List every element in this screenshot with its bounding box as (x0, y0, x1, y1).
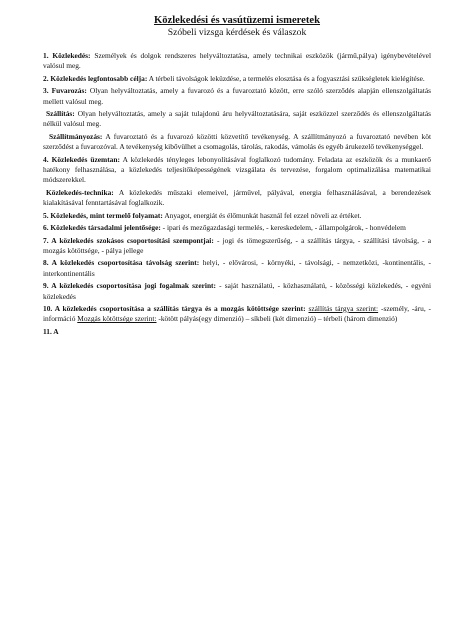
document-subtitle: Szóbeli vizsga kérdések és válaszok (167, 27, 307, 38)
qa-term: 5. Közlekedés, mint termelő folyamat: (43, 210, 163, 220)
qa-text: Olyan helyváltoztatás, amely a fuvarozó és a fuvaroztató között, erre szóló szerződés alapján ellenszolgáltatás mellett valósul meg. (43, 86, 432, 106)
qa-item (43, 211, 431, 221)
qa-item (43, 132, 431, 153)
qa-text: -kötött pályás(egy dimenzió) – síkbeli (két dimenzió) – térbeli (három dimenzió) (156, 314, 398, 324)
qa-underlined-text: Mozgás kötöttsége szerint: (77, 314, 157, 324)
qa-term: 8. A közlekedés csoportosítása távolság szerint: (43, 258, 200, 268)
qa-item (43, 327, 431, 337)
qa-item (43, 188, 431, 209)
qa-item (43, 281, 431, 302)
qa-term: Szállítmányozás: (49, 131, 103, 141)
qa-term: 6. Közlekedés társadalmi jelentősége: (43, 223, 161, 233)
qa-term: 11. A (43, 326, 59, 336)
qa-text: A térbeli távolságok leküzdése, a termelés elosztása és a fogyasztási szükségletek kielégítése. (147, 73, 425, 83)
qa-term: 9. A közlekedés csoportosítása jogi fogalmak szerint: (43, 281, 216, 291)
qa-text: A közlekedés műszaki elemeivel, járművel, pályával, energia felhasználásával, a berendezések kialakításával fenntartásával foglalkozik. (43, 187, 431, 208)
qa-term: Szállítás: (46, 109, 75, 119)
qa-item (43, 86, 431, 107)
qa-text: Anyagot, energiát és élőmunkát használ fel ezzel növeli az értéket. (162, 210, 362, 220)
qa-term: 3. Fuvarozás: (43, 86, 87, 96)
document-page (43, 14, 431, 339)
qa-text: A közlekedés tényleges lebonyolításával foglalkozó tudomány. Feladata az eszközök és a munkaerő hatékony felhasználása, a közlekedés teljesítőképességének vizsgálata és tervezése, forgalom optimalizálása matematikai módszerekkel. (43, 154, 432, 185)
qa-list (43, 51, 431, 337)
qa-text: Személyek és dolgok rendszeres helyváltoztatása, amely technikai eszközök (jármű,pálya) igénybevételével valósul meg. (43, 51, 431, 71)
qa-term: 4. Közlekedés üzemtan: (43, 154, 120, 164)
qa-term: 10. A közlekedés csoportosítása a szállítás tárgya és a mozgás kötöttsége szerint: (43, 303, 306, 313)
qa-term: Közlekedés-technika: (46, 187, 114, 197)
qa-underlined-text: szállítás tárgya szerint: (308, 303, 379, 313)
qa-term: 7. A közlekedés szokásos csoportosítási szempontjai: (43, 235, 214, 245)
qa-text: -személy, -áru, - információ (43, 303, 432, 324)
qa-item (43, 223, 431, 233)
document-title: Közlekedési és vasútüzemi ismeretek (153, 15, 321, 26)
qa-text: - jogi és tömegszerűség, - a szállítás tárgya, - szállítási távolság, - a mozgás kötöttsége, - pálya jellege (43, 235, 431, 255)
qa-text: Olyan helyváltoztatás, amely a saját tulajdonú áru helyváltoztatására, saját eszközzel szerződés és ellenszolgáltatás nélkül valósul meg. (43, 109, 431, 129)
qa-text: - ipari és mezőgazdasági termelés, - kereskedelem, - állampolgárok, - honvédelem (160, 223, 406, 233)
qa-item (43, 258, 431, 279)
qa-text: A fuvaroztató és a fuvarozó közötti közvetítő tevékenység. A szállítmányozó a fuvaroztató nevében köt szerződést a fuvarozóval. A tevékenység kibővülhet a csomagolás, tárolás, rakodás, vámolás és egyéb árukezelő tevékenységgel. (43, 131, 431, 152)
qa-item (43, 109, 431, 130)
qa-term: 2. Közlekedés legfontosabb célja: (43, 73, 148, 83)
qa-term: 1. Közlekedés: (43, 51, 91, 60)
qa-item (43, 74, 431, 84)
qa-text: - saját használatú, - közhasználatú, - közösségi közlekedés, - egyéni közlekedés (43, 281, 432, 301)
qa-item (43, 304, 431, 325)
qa-item (43, 51, 431, 72)
qa-text: helyi, - elővárosi, - környéki, - távolsági, - nemzetközi, -kontinentális, - interkontinentális (43, 258, 431, 278)
qa-item (43, 155, 431, 186)
qa-item (43, 236, 431, 257)
